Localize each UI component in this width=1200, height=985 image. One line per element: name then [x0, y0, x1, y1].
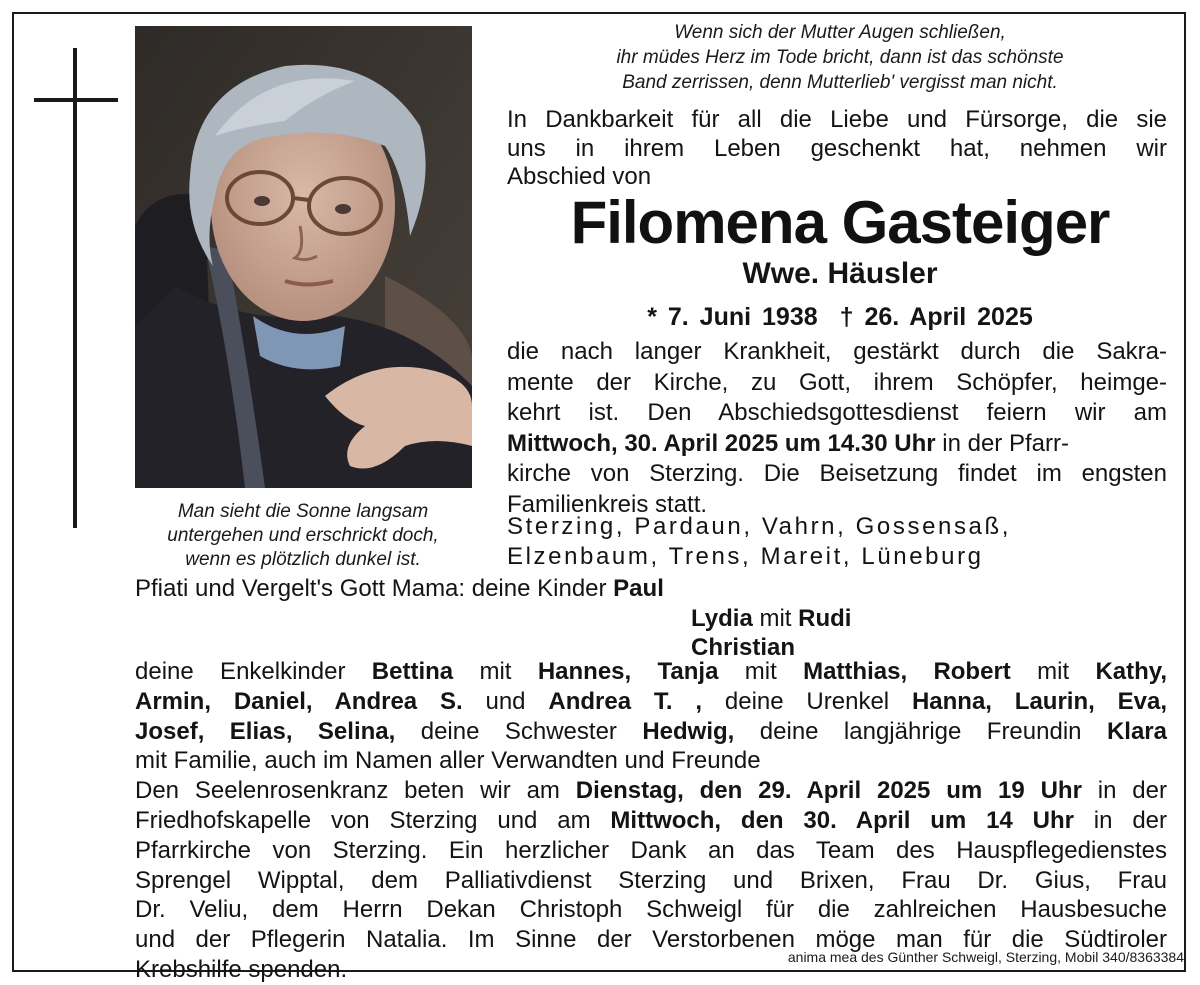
text-segment: deine Enkelkinder	[135, 658, 372, 685]
intro-line: uns in ihrem Leben geschenkt hat, nehmen wir	[507, 134, 1167, 162]
bold-name: Hanna, Laurin, Eva,	[911, 687, 1167, 715]
text-segment: Den Seelenrosenkranz beten wir am	[135, 777, 576, 805]
grandchildren-line	[135, 687, 1167, 717]
places-line: Sterzing, Pardaun, Vahrn, Gossensaß,	[507, 513, 1012, 540]
bold-name: Klara	[1106, 717, 1167, 745]
photo-caption	[128, 500, 478, 572]
intro-line: Abschied von	[507, 163, 652, 190]
bold-name: Armin, Daniel, Andrea S.	[135, 687, 463, 715]
notice-line: Familienkreis statt.	[507, 490, 708, 518]
bold-name: Andrea T. ,	[548, 687, 703, 715]
grandchildren-line: mit Familie, auch im Namen aller Verwandten und Freunde	[135, 747, 761, 775]
text-segment: in der	[1081, 777, 1167, 805]
funeral-notice	[507, 337, 1167, 520]
intro-text	[507, 106, 1167, 192]
memorial-quote	[500, 20, 1180, 95]
text-segment: deine Urenkel	[702, 687, 912, 715]
text-segment: mit	[453, 658, 538, 685]
cross-icon	[73, 48, 77, 528]
text-segment: mit	[718, 658, 804, 685]
children-line	[135, 604, 1175, 634]
thanks-line: und der Pflegerin Natalia. Im Sinne der Verstorbenen möge man für die Südtiroler	[135, 926, 1167, 954]
deceased-name: Filomena Gasteiger	[570, 189, 1110, 256]
text-segment: deine Schwester	[395, 717, 643, 745]
thanks-line: Pfarrkirche von Sterzing. Ein herzlicher Dank an das Team des Hauspflegedienstes	[135, 836, 1167, 864]
rosary-line	[135, 776, 1167, 806]
widow-name: Wwe. Häusler	[742, 257, 938, 290]
places-line: Elzenbaum, Trens, Mareit, Lüneburg	[507, 543, 984, 570]
portrait-photo	[135, 26, 472, 488]
text-segment: in der	[1073, 806, 1167, 834]
death-date: † 26. April 2025	[839, 303, 1033, 331]
text-segment: Friedhofskapelle von Sterzing und am	[135, 806, 611, 834]
text-segment: deine langjährige Freundin	[734, 717, 1107, 745]
grandchildren-line	[135, 717, 1167, 747]
intro-line: In Dankbarkeit für all die Liebe und Fürsorge, die sie	[507, 106, 1167, 133]
bold-name: Hannes, Tanja	[537, 658, 719, 685]
bold-name: Hedwig,	[642, 717, 735, 745]
service-location: in der Pfarr-	[935, 429, 1069, 457]
children-line	[135, 574, 1175, 604]
rosary-line	[135, 806, 1167, 836]
child-name: Lydia	[691, 604, 753, 632]
text-segment: mit	[1010, 658, 1096, 685]
publisher-footer: anima mea des Günther Schweigl, Sterzing, Mobil 340/8363384	[787, 949, 1184, 965]
child-name: Christian	[691, 634, 796, 661]
portrait-illustration	[135, 26, 472, 488]
quote-line: Band zerrissen, denn Mutterlieb' vergisst man nicht.	[622, 72, 1058, 93]
notice-line: kirche von Sterzing. Die Beisetzung findet im engsten	[507, 460, 1167, 487]
bold-name: Josef, Elias, Selina,	[135, 717, 396, 745]
caption-line: Man sieht die Sonne langsam	[177, 501, 429, 522]
connector-text: mit	[752, 604, 799, 632]
child-name: Paul	[613, 575, 664, 602]
notice-line	[507, 429, 1167, 460]
text-segment: und	[462, 687, 549, 715]
bold-name: Bettina	[371, 658, 454, 685]
cross-icon-bar	[34, 98, 118, 102]
grandchildren-line	[135, 657, 1167, 687]
service-date: Mittwoch, 30. April 2025 um 14.30 Uhr	[507, 429, 936, 457]
bold-name: Kathy,	[1095, 658, 1168, 685]
bold-name: Dienstag, den 29. April 2025 um 19 Uhr	[575, 777, 1082, 805]
bold-name: Matthias, Robert	[803, 658, 1011, 685]
caption-line: wenn es plötzlich dunkel ist.	[185, 549, 421, 570]
life-dates	[500, 300, 1180, 334]
bold-name: Mittwoch, den 30. April um 14 Uhr	[610, 806, 1074, 834]
places-list	[507, 512, 1167, 572]
children-prefix: Pfiati und Vergelt's Gott Mama: deine Kinder	[135, 575, 614, 602]
thanks-line: Sprengel Wipptal, dem Palliativdienst Sterzing und Brixen, Frau Dr. Gius, Frau	[135, 866, 1167, 894]
thanks-line: Krebshilfe spenden.	[135, 955, 348, 983]
notice-line: mente der Kirche, zu Gott, ihrem Schöpfer, heimge-	[507, 368, 1167, 396]
notice-line: die nach langer Krankheit, gestärkt durch die Sakra-	[507, 338, 1167, 365]
birth-date: * 7. Juni 1938	[647, 303, 818, 331]
partner-name: Rudi	[798, 604, 852, 632]
notice-line: kehrt ist. Den Abschiedsgottesdienst feiern wir am	[507, 399, 1167, 426]
caption-line: untergehen und erschrickt doch,	[167, 525, 439, 546]
quote-line: ihr müdes Herz im Tode bricht, dann ist das schönste	[616, 47, 1064, 68]
quote-line: Wenn sich der Mutter Augen schließen,	[674, 22, 1006, 43]
family-and-thanks	[135, 657, 1167, 985]
thanks-line: Dr. Veliu, dem Herrn Dekan Christoph Schweigl für die zahlreichen Hausbesuche	[135, 896, 1167, 924]
children-list	[135, 574, 1175, 663]
